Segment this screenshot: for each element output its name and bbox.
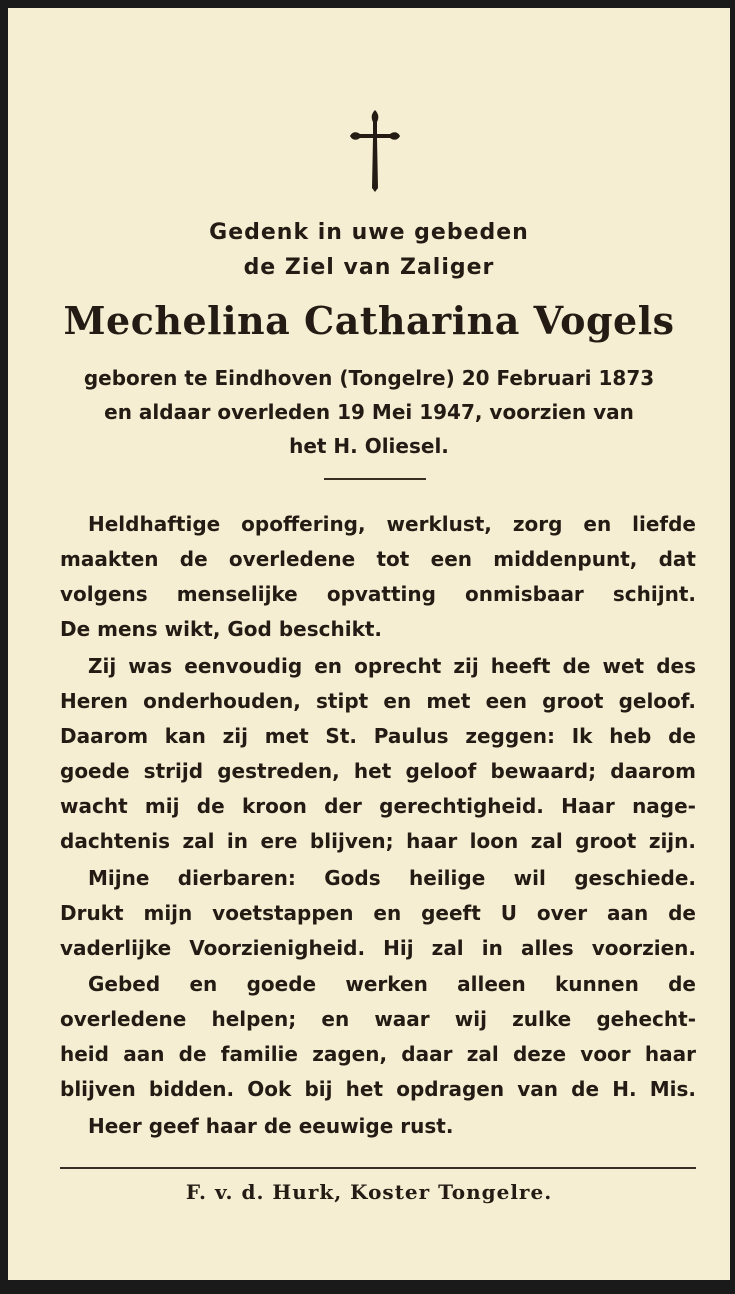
body-line: Mijne dierbaren: Gods heilige wil geschiede. [88,866,696,890]
separator-short [324,478,426,480]
printer-credit: F. v. d. Hurk, Koster Tongelre. [185,1180,553,1204]
body-line: volgens menselijke opvatting onmisbaar schijnt. [60,582,696,606]
intro-line-2: de Ziel van Zaliger [243,255,495,280]
body-line: vaderlijke Voorzienigheid. Hij zal in alles voorzien. [60,936,696,960]
body-line: heid aan de familie zagen, daar zal deze voor haar [60,1042,696,1066]
body-line: Daarom kan zij met St. Paulus zeggen: Ik heb de [60,724,696,748]
body-line: Heren onderhouden, stipt en met een groot geloof. [60,689,696,713]
body-line: Gebed en goede werken alleen kunnen de [88,972,696,996]
separator-long [60,1167,696,1169]
cross-icon [348,108,402,192]
memorial-card [8,8,730,1280]
closing-prayer: Heer geef haar de eeuwige rust. [88,1114,454,1138]
body-line: Heldhaftige opoffering, werklust, zorg en liefde [88,512,696,536]
body-line: goede strijd gestreden, het geloof bewaard; daarom [60,759,696,783]
body-line: maakten de overledene tot een middenpunt, dat [60,547,696,571]
body-line: overledene helpen; en waar wij zulke gehecht- [60,1007,696,1031]
body-line: Drukt mijn voetstappen en geeft U over aan de [60,901,696,925]
body-line: dachtenis zal in ere blijven; haar loon zal groot zijn. [60,829,696,853]
deceased-name: Mechelina Catharina Vogels [63,298,675,343]
sacrament-line: het H. Oliesel. [289,434,449,458]
body-line: wacht mij de kroon der gerechtigheid. Haar nage- [60,794,696,818]
body-line: De mens wikt, God beschikt. [60,617,383,641]
body-line: Zij was eenvoudig en oprecht zij heeft de wet des [88,654,696,678]
body-line: blijven bidden. Ook bij het opdragen van de H. Mis. [60,1077,696,1101]
birth-line: geboren te Eindhoven (Tongelre) 20 Februari 1873 [83,366,655,390]
intro-line-1: Gedenk in uwe gebeden [209,220,529,245]
death-line: en aldaar overleden 19 Mei 1947, voorzien van [104,400,634,424]
